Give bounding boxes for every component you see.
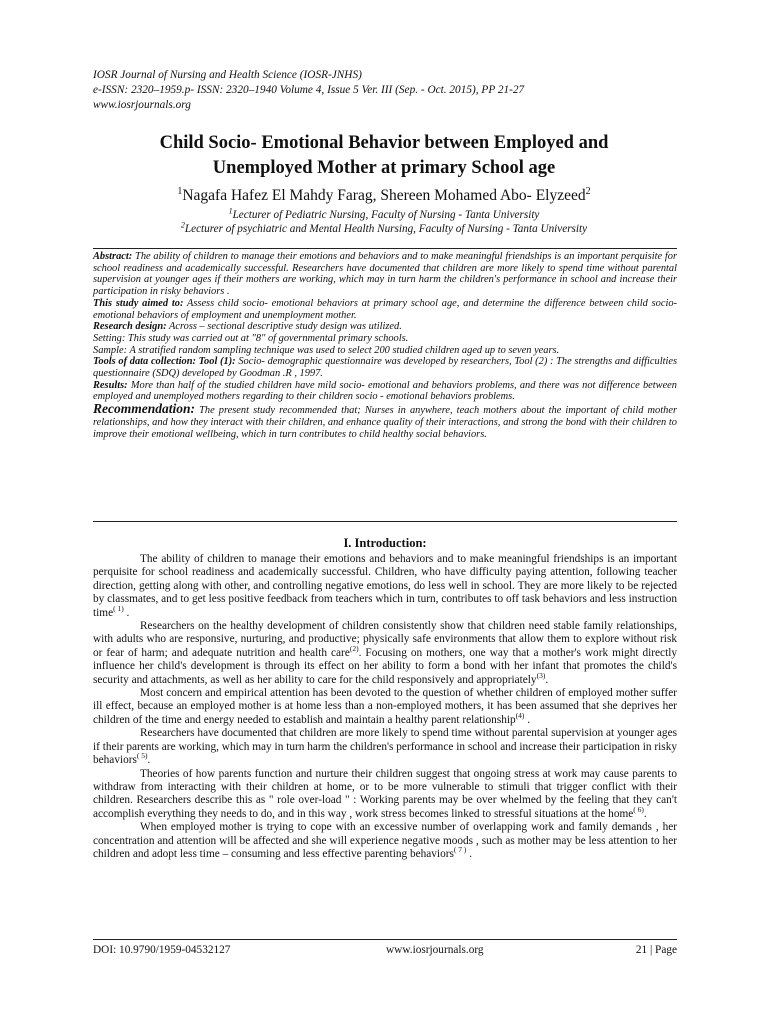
author-names: Nagafa Hafez El Mahdy Farag, Shereen Mohamed Abo- Elyzeed: [182, 187, 586, 204]
author-list: [60, 186, 708, 206]
citation-5: ( 5): [136, 751, 148, 761]
intro-p5-end: .: [643, 807, 647, 820]
design-paragraph: [93, 321, 677, 333]
paper-title-line-2: Unemployed Mother at primary School age: [212, 158, 556, 178]
intro-p6-text: When employed mother is trying to cope with an excessive number of overlapping work and family demands , her concentration and attention will be affected and she will experience negative moods , such as mother may be less attention to her children and adopt less time – consuming and less effective parenting behaviors: [93, 821, 677, 860]
citation-1: ( 1): [113, 603, 124, 613]
affiliation-1-marker: 1: [228, 206, 233, 216]
affiliation-2-marker: 2: [180, 220, 185, 230]
recommendation-text: The present study recommended that; Nurses in anywhere, teach mothers about the important of child mother relationships, and how they interact with their children, and enhance quality of their interactions, and strong the bond with their children to improve their emotional wellbeing, which in turn contributes to child healthy social behaviors.: [93, 405, 677, 440]
abstract-paragraph: [93, 251, 677, 298]
abstract-text: The ability of children to manage their emotions and behaviors and to make meaningful friendships is an important perquisite for school readiness and academically successful. Researchers have documented that children are more likely to spend time without parental supervision at younger ages if their mothers are working, which may in turn harm the children's performance in school and increase their participation in risky behaviors .: [93, 251, 677, 298]
results-text: More than half of the studied children have mild socio- emotional and behaviors problems, and there was not difference between employed and unemployed mothers regarding to their children socio - emotional behaviors problems.: [93, 379, 677, 403]
introduction-body: [93, 553, 677, 861]
design-text: Across – sectional descriptive study design was utilized.: [166, 321, 402, 333]
section-heading-introduction: I. Introduction:: [343, 536, 427, 550]
aim-text: Assess child socio- emotional behaviors at primary school age, and determine the difference between child socio- emotional behaviors of employment and unemployment mother.: [93, 297, 677, 321]
intro-p4-text: Researchers have documented that children are more likely to spend time without parental supervision at younger ages if their parents are working, which may in turn harm the children's performance in school and increase their participation in risky behaviors: [93, 727, 677, 767]
journal-header: [93, 68, 693, 113]
recommendation-label: Recommendation:: [93, 401, 195, 417]
paper-title: [60, 131, 708, 181]
tools-text: Socio- demographic questionnaire was developed by researchers, Tool (2) : The strengths and difficulties questionnaire (SDQ) developed by Goodman .R , 1997.: [93, 356, 678, 380]
abstract-block: [93, 251, 677, 440]
footer-rule: [93, 939, 677, 940]
abstract-label: Abstract:: [93, 251, 133, 262]
journal-name: IOSR Journal of Nursing and Health Science (IOSR-JNHS): [93, 69, 362, 81]
aim-label: This study aimed to:: [93, 297, 184, 309]
intro-p2-end: .: [545, 673, 549, 686]
journal-issn-volume: e-ISSN: 2320–1959.p- ISSN: 2320–1940 Volume 4, Issue 5 Ver. III (Sep. - Oct. 2015), PP 21-27: [93, 84, 525, 96]
author-affiliations: [60, 208, 708, 236]
citation-4: (4): [515, 711, 525, 721]
intro-p1-end: .: [123, 606, 130, 619]
intro-p5-text: Theories of how parents function and nurture their children suggest that ongoing stress at work may cause parents to withdraw from interacting with their children at home, or to be more vulnerable to stimuli that trigger conflict with their children. Researchers describe this as " role over-load " : Working parents may be over whelmed by the feeling that they can't accomplish everything they needs to do, and in this way , work stress becomes linked to stressful situations at the home: [93, 767, 677, 820]
abstract-top-rule: [93, 248, 677, 249]
intro-paragraph-3: [93, 687, 677, 727]
setting-paragraph: Setting: This study was carried out at "8" of governmental primary schools.: [93, 332, 409, 344]
results-paragraph: [93, 380, 677, 403]
tools-paragraph: [93, 356, 677, 379]
author-1-affil-marker: 1: [177, 185, 183, 197]
intro-p3-end: .: [524, 713, 531, 726]
affiliation-1-text: Lecturer of Pediatric Nursing, Faculty of Nursing - Tanta University: [232, 209, 540, 221]
design-label: Research design:: [93, 321, 167, 333]
aim-paragraph: [93, 298, 677, 321]
affiliation-2: [60, 222, 708, 236]
recommendation-paragraph: [93, 403, 677, 440]
affiliation-1: [60, 208, 708, 222]
intro-paragraph-6: [93, 821, 677, 861]
citation-3: (3): [536, 670, 546, 680]
intro-p3-text: Most concern and empirical attention has been devoted to the question of whether children of employed mother suffer ill effect, because an employed mother is at home less than a non-employed mothers, it has been assumed that she deprives her children of the time and energy needed to establish and maintain a healthy parent relationship: [93, 687, 677, 726]
intro-paragraph-2: [93, 620, 677, 687]
footer-website: www.iosrjournals.org: [386, 944, 484, 956]
sample-paragraph: Sample: A stratified random sampling technique was used to select 200 studied children aged up to seven years.: [93, 344, 560, 356]
affiliation-2-text: Lecturer of psychiatric and Mental Health Nursing, Faculty of Nursing - Tanta University: [184, 223, 588, 235]
intro-paragraph-1: [93, 553, 677, 620]
intro-p2-text-a: Researchers on the healthy development of children consistently show that children need stable family relationships, with adults who are responsive, nurturing, and productive; physically safe environments that allow them to explore without risk or fear of harm; and adequate nutrition and health care: [93, 620, 677, 659]
journal-website: www.iosrjournals.org: [93, 99, 191, 111]
citation-2: (2): [349, 644, 359, 654]
intro-paragraph-4: [93, 727, 677, 767]
abstract-bottom-rule: [93, 521, 677, 522]
author-2-affil-marker: 2: [585, 185, 591, 197]
intro-p4-end: .: [147, 754, 151, 767]
footer-page-number: 21 | Page: [635, 944, 677, 956]
footer-doi: DOI: 10.9790/1959-04532127: [93, 944, 231, 956]
intro-p2-text-b: . Focusing on mothers, one way that a mother's work might directly influence her child's development is through its effect on her ability to form a bond with her infant that promotes the child's security and attachments, as well as her ability to care for the child responsively and appropriately: [93, 646, 677, 686]
paper-title-line-1: Child Socio- Emotional Behavior between Employed and: [159, 133, 609, 153]
results-label: Results:: [93, 379, 128, 391]
citation-6: ( 6): [633, 804, 644, 814]
intro-p1-text: The ability of children to manage their emotions and behaviors and to make meaningful friendships is an important perquisite for school readiness and academically successful. Children, who have difficulty paying attention, following teacher direction, getting along with other, and controlling negative emotions, do less well in school. They are more likely to be rejected by classmates, and to get less positive feedback from teachers which in turn, contributes to off task behaviors and less instruction time: [93, 553, 677, 619]
tools-label: Tools of data collection: Tool (1):: [93, 356, 236, 368]
intro-p6-end: .: [466, 847, 473, 860]
intro-paragraph-5: [93, 768, 677, 822]
citation-7: ( 7 ): [453, 845, 467, 855]
